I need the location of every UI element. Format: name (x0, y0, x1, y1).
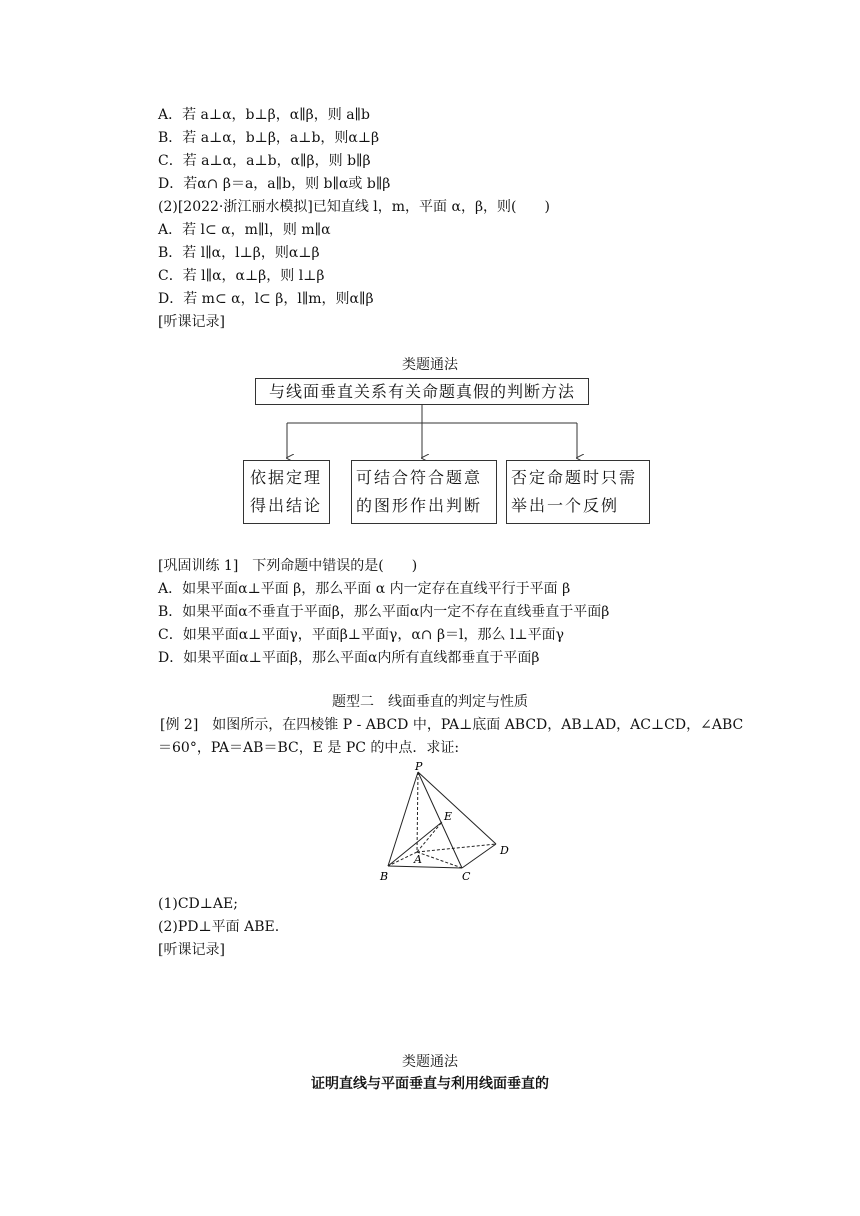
method-caption: 类题通法 (402, 357, 458, 373)
practice-option-c: C．如果平面α⊥平面γ，平面β⊥平面γ，α∩ β＝l，那么 l⊥平面γ (158, 627, 564, 643)
q2-option-a: A．若 l⊂ α，m∥l，则 m∥α (158, 222, 331, 238)
q2-option-c: C．若 l∥α，α⊥β，则 l⊥β (158, 268, 325, 284)
listen-note-label: [听课记录] (158, 314, 225, 330)
method-box-1 (243, 460, 330, 524)
method-title-box: 与线面垂直关系有关命题真假的判断方法 (255, 378, 589, 405)
method-box-1-line2: 得出结论 (250, 496, 323, 515)
method-box-3-line1: 否定命题时只需 (511, 468, 638, 487)
q1-option-d: D．若α∩ β＝a，a∥b，则 b∥α或 b∥β (158, 176, 391, 192)
example-part-2: (2)PD⊥平面 ABE. (158, 919, 280, 935)
listen-note-label-2: [听课记录] (158, 942, 225, 958)
label-b: B (380, 870, 389, 883)
section-title: 题型二 线面垂直的判定与性质 (332, 694, 528, 710)
q1-option-c: C．若 a⊥α，a⊥b，α∥β，则 b∥β (158, 153, 371, 169)
practice-option-d: D．如果平面α⊥平面β，那么平面α内所有直线都垂直于平面β (158, 650, 540, 666)
practice-option-b: B．如果平面α不垂直于平面β，那么平面α内一定不存在直线垂直于平面β (158, 604, 610, 620)
method-box-3 (506, 460, 650, 524)
practice-option-a: A．如果平面α⊥平面 β，那么平面 α 内一定存在直线平行于平面 β (158, 581, 571, 597)
method-box-1-line1: 依据定理 (250, 468, 323, 487)
method-box-2 (351, 460, 497, 524)
label-e: E (444, 810, 453, 823)
example-line-1: [例 2] 如图所示，在四棱锥 P - ABCD 中，PA⊥底面 ABCD，AB⊥AD，AC⊥CD，∠ABC (160, 717, 744, 733)
q1-option-b: B．若 a⊥α，b⊥β，a⊥b，则α⊥β (158, 130, 380, 146)
q1-option-a: A．若 a⊥α，b⊥β，α∥β，则 a∥b (158, 107, 370, 123)
method-caption-2: 类题通法 (402, 1054, 458, 1070)
method-box-2-line2: 的图形作出判断 (356, 496, 483, 515)
label-a: A (414, 853, 422, 866)
example-part-1: (1)CD⊥AE; (158, 896, 238, 912)
method-box-3-line2: 举出一个反例 (511, 496, 620, 515)
label-d: D (500, 844, 509, 857)
practice-stem: [巩固训练 1] 下列命题中错误的是( ) (158, 558, 418, 574)
label-p: P (415, 760, 423, 773)
label-c: C (462, 870, 471, 883)
example-line-2: ＝60°，PA＝AB＝BC，E 是 PC 的中点．求证: (158, 740, 460, 756)
pyramid-figure (370, 760, 530, 885)
q2-option-d: D．若 m⊂ α，l⊂ β，l∥m，则α∥β (158, 291, 374, 307)
q2-stem: (2)[2022·浙江丽水模拟]已知直线 l，m，平面 α，β，则( ) (158, 199, 550, 215)
method-box-2-line1: 可结合符合题意 (356, 468, 483, 487)
q2-option-b: B．若 l∥α，l⊥β，则α⊥β (158, 245, 320, 261)
method-title-2: 证明直线与平面垂直与利用线面垂直的 (311, 1076, 549, 1092)
